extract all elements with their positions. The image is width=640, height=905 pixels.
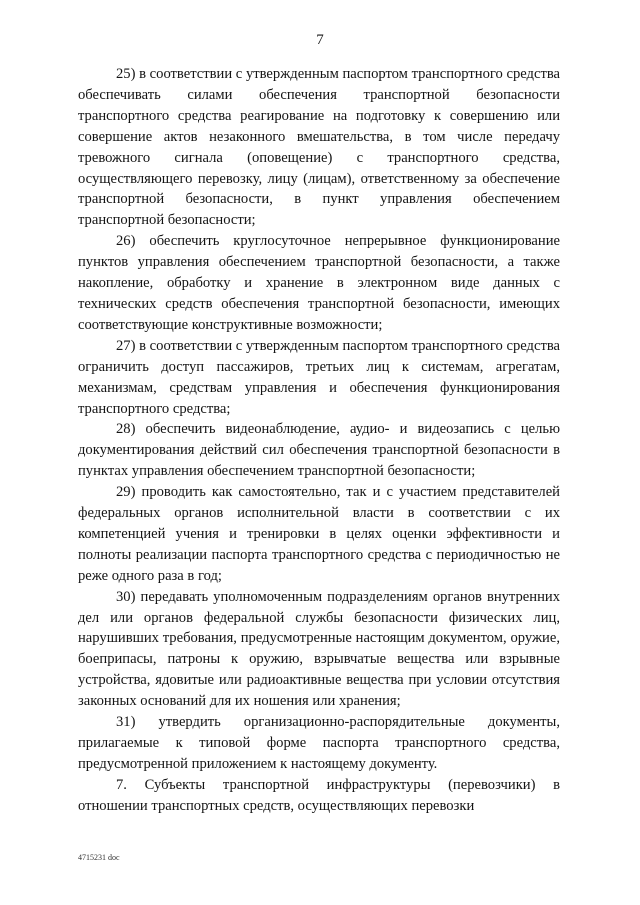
paragraph-item-30: 30) передавать уполномоченным подразделениям органов внутренних дел или органов федеральной службы безопасности физических лиц, нарушивших требования, предусмотренные настоящим документом, оружие, боеприпасы, патроны к оружию, взрывчатые вещества или взрывные устройства, ядовитые или радиоактивные вещества при условии отсутствия законных оснований для их ношения или хранения; [78, 588, 560, 710]
paragraph-item-28: 28) обеспечить видеонаблюдение, аудио- и видеозапись с целью документирования действий сил обеспечения транспортной безопасности в пунктах управления обеспечением транспортной безопасности; [78, 421, 560, 480]
document-footer-id: 4715231 doc [78, 853, 120, 862]
paragraph-item-27: 27) в соответствии с утвержденным паспортом транспортного средства ограничить доступ пассажиров, третьих лиц к системам, агрегатам, механизмам, средствам управления и обеспечения функционирования транспортного средства; [78, 337, 560, 417]
paragraph-item-25: 25) в соответствии с утвержденным паспортом транспортного средства обеспечивать силами обеспечения транспортной безопасности транспортного средства реагирование на подготовку к совершению или совершение актов незаконного вмешательства, в том числе передачу тревожного сигнала (оповещение) с транспортного средства, осуществляющего перевозку, лицу (лицам), ответственному за обеспечение транспортной безопасности, в пункт управления обеспечением транспортной безопасности; [78, 66, 560, 229]
page-number: 7 [316, 32, 324, 48]
paragraph-item-26: 26) обеспечить круглосуточное непрерывное функционирование пунктов управления обеспечением транспортной безопасности, а также накопление, обработку и хранение в электронном виде данных с технических средств обеспечения транспортной безопасности, имеющих соответствующие конструктивные возможности; [78, 233, 560, 333]
paragraph-item-31: 31) утвердить организационно-распорядительные документы, прилагаемые к типовой форме паспорта транспортного средства, предусмотренной приложением к настоящему документу. [78, 714, 560, 772]
paragraph-item-29: 29) проводить как самостоятельно, так и с участием представителей федеральных органов исполнительной власти в соответствии с их компетенцией учения и тренировки в целях оценки эффективности и полноты реализации паспорта транспортного средства с периодичностью не реже одного раза в год; [78, 484, 560, 584]
paragraph-section-7: 7. Субъекты транспортной инфраструктуры (перевозчики) в отношении транспортных средств, осуществляющих перевозки [78, 776, 560, 814]
document-body [78, 64, 560, 817]
